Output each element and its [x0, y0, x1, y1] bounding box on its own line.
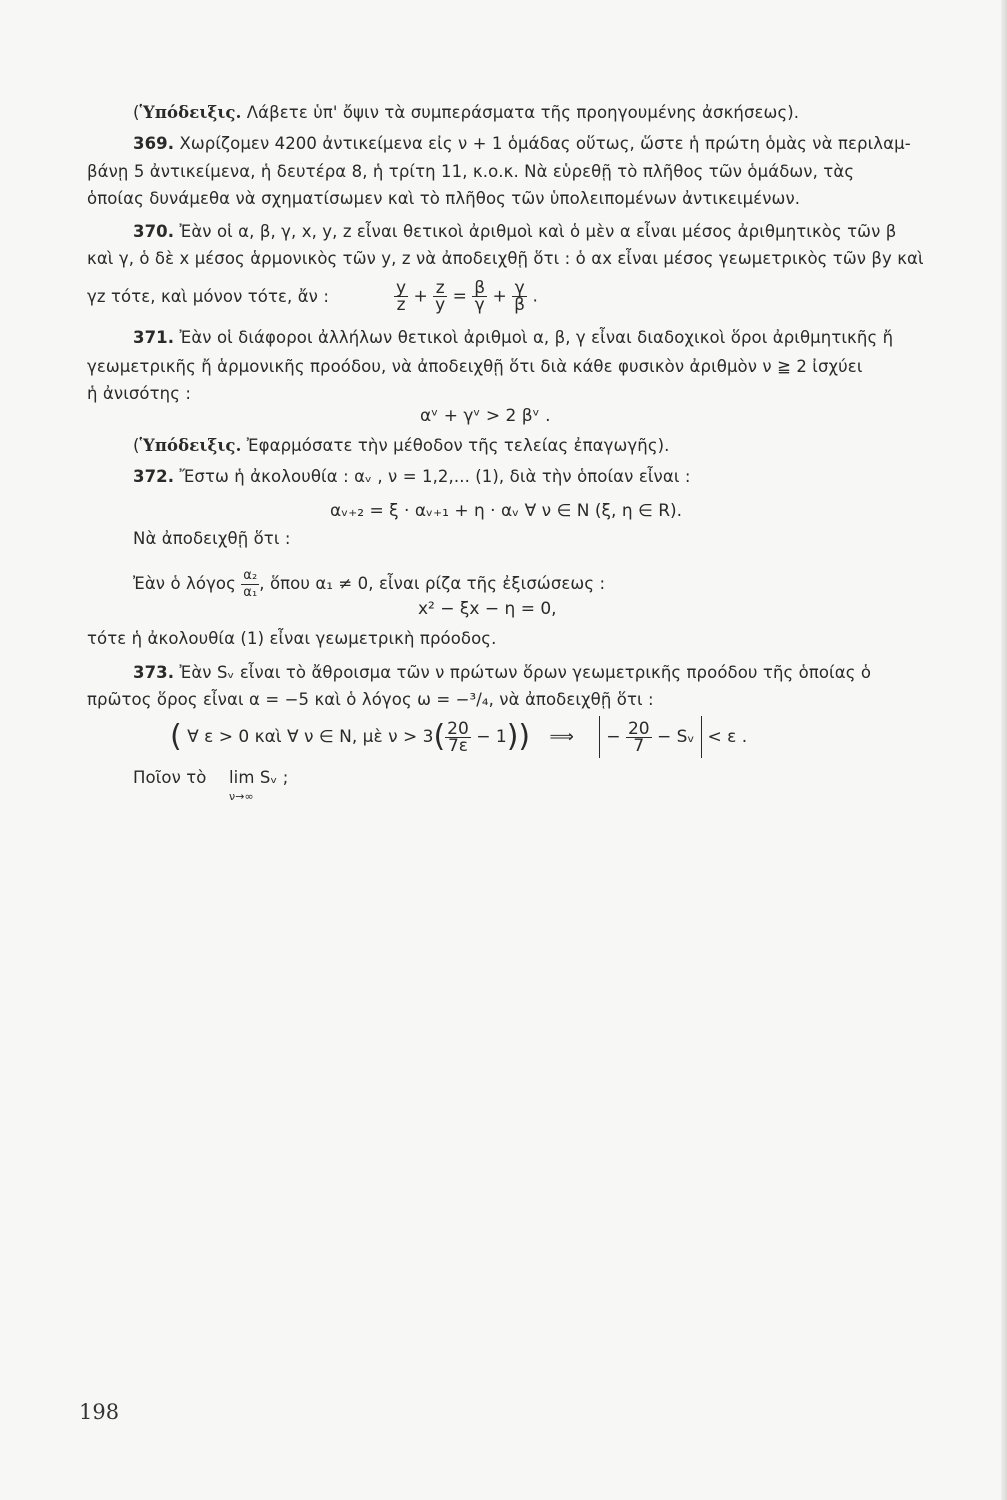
problem-372-equation: x² − ξx − η = 0, — [418, 599, 557, 619]
fraction-beta-over-gamma: $\frac{\beta}{\gamma}$ — [474, 278, 486, 315]
problem-text: Ποῖον τὸ — [133, 768, 207, 787]
problem-372-recurrence: αᵥ₊₂ = ξ · αᵥ₊₁ + η · αᵥ ∀ ν ∈ N (ξ, η ∈ R). — [330, 501, 683, 521]
close-paren: )) — [506, 719, 531, 754]
page-gutter-shadow — [1001, 0, 1007, 1500]
open-paren: ( — [170, 719, 182, 754]
minus-one: − 1 — [476, 727, 507, 747]
problem-373-line-1 — [133, 662, 871, 684]
problem-369-line-2: βάνῃ 5 ἀντικείμενα, ἡ δευτέρα 8, ἡ τρίτη 11, κ.ο.κ. Νὰ εὑρεθῇ τὸ πλῆθος τῶν ὁμάδων, τὰς — [87, 162, 855, 181]
problem-371-line-2: γεωμετρικῆς ἤ ἁρμονικῆς προόδου, νὰ ἀποδειχθῇ ὅτι διὰ κάθε φυσικὸν ἀριθμὸν ν ≧ 2 ἰσχύει — [87, 357, 863, 376]
problem-number: 369. — [133, 134, 175, 153]
abs-bar-right — [701, 716, 702, 758]
problem-373-line-2: πρῶτος ὅρος εἶναι α = −5 καὶ ὁ λόγος ω = −³/₄, νὰ ἀποδειχθῇ ὅτι : — [87, 690, 654, 709]
plus-sign: + — [413, 286, 428, 307]
problem-text: , ὅπου α₁ ≠ 0, εἶναι ρίζα τῆς ἐξισώσεως : — [259, 574, 606, 593]
problem-371-line-3: ἡ ἀνισότης : — [87, 384, 192, 403]
problem-370-line-2: καὶ γ, ὁ δὲ x μέσος ἁρμονικὸς τῶν y, z νὰ ἀποδειχθῇ ὅτι : ὁ αx εἶναι μέσος γεωμετρικὸς τῶν βy καὶ — [87, 249, 924, 268]
fraction-y-over-z: $\frac{y}{z}$ — [396, 278, 407, 315]
problem-370-line-1 — [133, 221, 896, 243]
equals-sign: = — [452, 286, 467, 307]
plus-sign: + — [492, 286, 507, 307]
problem-369-line-1 — [133, 133, 911, 155]
problem-372-line-1 — [133, 466, 691, 488]
problem-370-line-3: γz τότε, καὶ μόνον τότε, ἄν : — [87, 287, 330, 306]
problem-369-line-3: ὁποίας δυνάμεθα νὰ σχηματίσωμεν καὶ τὸ πλῆθος τῶν ὑπολειπομένων ἀντικειμένων. — [87, 189, 801, 208]
problem-370-formula — [394, 280, 538, 313]
problem-371-line-1 — [133, 327, 893, 349]
problem-372-line-3 — [133, 568, 605, 601]
problem-text: Χωρίζομεν 4200 ἀντικείμενα εἰς ν + 1 ὁμάδας οὕτως, ὥστε ἡ πρώτη ὁμὰς νὰ περιλαμ- — [179, 134, 911, 153]
implies-arrow: ⟹ — [549, 727, 574, 747]
fraction-gamma-over-beta: $\frac{\gamma}{\beta}$ — [514, 278, 526, 315]
minus-s-nu: − Sᵥ — [657, 727, 695, 747]
less-than-epsilon: < ε . — [707, 727, 748, 747]
minus-sign: − — [606, 727, 621, 747]
problem-text: Ἔστω ἡ ἀκολουθία : αᵥ , ν = 1,2,... (1), διὰ τὴν ὁποίαν εἶναι : — [179, 467, 691, 486]
problem-373-formula: ( ∀ ε > 0 καὶ ∀ ν ∈ N, μὲ ν > 3( $\frac{20}{7\varepsilon}$ − 1)) ⟹ − $\frac{20}{7}$ − Sᵥ < ε . — [170, 716, 747, 758]
problem-number: 371. — [133, 328, 175, 347]
problem-number: 372. — [133, 467, 175, 486]
fraction-20-over-7: $\frac{20}{7}$ — [627, 718, 650, 756]
period: . — [532, 286, 538, 307]
hint-label: Ὑπόδειξις. — [139, 103, 242, 122]
problem-text: Ἐὰν οἱ α, β, γ, x, y, z εἶναι θετικοὶ ἀριθμοὶ καὶ ὁ μὲν α εἶναι μέσος ἀριθμητικὸς τῶν β — [179, 222, 897, 241]
formula-condition: ∀ ε > 0 καὶ ∀ ν ∈ N, μὲ ν > 3 — [187, 727, 434, 747]
hint-text: Ἐφαρμόσατε τὴν μέθοδον τῆς τελείας ἐπαγωγῆς). — [246, 436, 670, 455]
page-number: 198 — [79, 1400, 120, 1424]
fraction-a2-over-a1: $\frac{\text{α₂}}{\text{α₁}}$ — [243, 568, 258, 600]
problem-text: Ἐὰν οἱ διάφοροι ἀλλήλων θετικοὶ ἀριθμοὶ α, β, γ εἶναι διαδοχικοὶ ὅροι ἀριθμητικῆς ἤ — [179, 328, 894, 347]
hint-text: Λάβετε ὑπ' ὄψιν τὰ συμπεράσματα τῆς προηγουμένης ἀσκήσεως). — [246, 103, 800, 122]
problem-371-inequality: αᵛ + γᵛ > 2 βᵛ . — [420, 406, 551, 426]
problem-number: 370. — [133, 222, 175, 241]
hint-label: Ὑπόδειξις. — [139, 436, 242, 455]
problem-text: Ἐὰν ὁ λόγος — [133, 574, 236, 593]
problem-text: Ἐὰν Sᵥ εἶναι τὸ ἄθροισμα τῶν ν πρώτων ὅρων γεωμετρικῆς προόδου τῆς ὁποίας ὁ — [179, 663, 872, 682]
hint-paragraph-1: (Ὑπόδειξις. Λάβετε ὑπ' ὄψιν τὰ συμπεράσματα τῆς προηγουμένης ἀσκήσεως). — [133, 103, 800, 122]
problem-372-line-2: Νὰ ἀποδειχθῇ ὅτι : — [133, 529, 291, 548]
problem-373-line-3 — [133, 767, 206, 789]
problem-number: 373. — [133, 663, 175, 682]
fraction-20-over-7eps: $\frac{20}{7\varepsilon}$ — [447, 718, 469, 756]
fraction-z-over-y: $\frac{z}{y}$ — [435, 278, 446, 315]
problem-372-line-4: τότε ἡ ἀκολουθία (1) εἶναι γεωμετρικὴ πρόοδος. — [87, 629, 497, 648]
abs-bar-left — [599, 716, 600, 758]
hint-paragraph-2: (Ὑπόδειξις. Ἐφαρμόσατε τὴν μέθοδον τῆς τελείας ἐπαγωγῆς). — [133, 436, 670, 455]
limit-subscript: ν→∞ — [229, 790, 254, 803]
limit-expression: lim Sᵥ ; — [229, 768, 289, 787]
